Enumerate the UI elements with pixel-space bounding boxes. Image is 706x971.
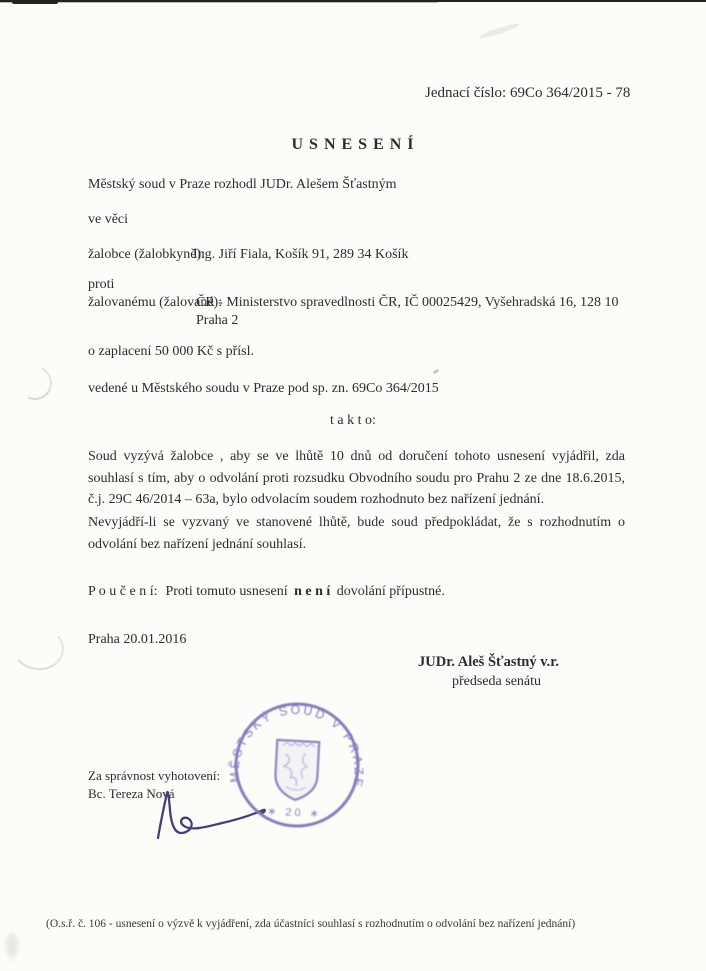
body-paragraph-2: Nevyjádří-li se vyzvaný ve stanovené lhůtě, bude soud předpokládat, že s rozhodnutím o odvolání bez nařízení jednání souhlasí. bbox=[88, 515, 625, 552]
stamp-arc-text: MĚSTSKÝ SOUD V PRAZE bbox=[227, 702, 366, 791]
advisory-label: P o u č e n í: bbox=[88, 584, 158, 599]
case-reference-line: vedené u Městského soudu v Praze pod sp. zn. 69Co 364/2015 bbox=[88, 381, 439, 396]
in-matter-line: ve věci bbox=[88, 212, 129, 227]
intro-line: Městský soud v Praze rozhodl JUDr. Alešem Šťastným bbox=[88, 177, 397, 192]
footer-note: (O.s.ř. č. 106 - usnesení o výzvě k vyjádření, zda účastníci souhlasí s rozhodnutím o odvolání bez nařízení jednání) bbox=[46, 918, 576, 930]
claim-line: o zaplacení 50 000 Kč s přísl. bbox=[88, 344, 255, 359]
defendant-value-line1: ČR - Ministerstvo spravedlnosti ČR, IČ 00025429, Vyšehradská 16, 128 10 bbox=[196, 295, 619, 310]
scan-smudge bbox=[13, 361, 57, 405]
scan-speck bbox=[433, 369, 440, 375]
scan-edge-artifact bbox=[0, 2, 438, 3]
scan-smudge bbox=[478, 22, 520, 41]
judge-title: předseda senátu bbox=[452, 674, 542, 689]
judge-name: JUDr. Aleš Šťastný v.r. bbox=[418, 654, 560, 670]
takto-heading: t a k t o: bbox=[330, 413, 376, 428]
stamp-shield-icon bbox=[274, 740, 319, 801]
clerk-name: Bc. Tereza Nová bbox=[88, 786, 175, 801]
defendant-label: žalovanému (žalované): bbox=[88, 295, 223, 310]
body-paragraph-1: Soud vyzývá žalobce , aby se ve lhůtě 10 dnů od doručení tohoto usnesení vyjádřil, zda souhlasí s tím, aby o odvolání proti rozsudku Obvodního soudu pro Prahu 2 ze dne 18.6.2015, č.j. 29C 46/2014 – 63a, bylo odvolacím soudem rozhodnuto bez nařízení jednání. bbox=[88, 449, 625, 507]
advisory-text-before: Proti tomuto usnesení bbox=[165, 584, 288, 599]
defendant-value-line2: Praha 2 bbox=[196, 313, 239, 328]
plaintiff-label: žalobce (žalobkyně): bbox=[88, 247, 205, 262]
scan-smudge bbox=[6, 933, 18, 959]
court-stamp bbox=[223, 691, 370, 838]
document-title: U S N E S E N Í bbox=[291, 136, 415, 153]
certification-label: Za správnost vyhotovení: bbox=[88, 768, 221, 783]
place-date-line: Praha 20.01.2016 bbox=[88, 632, 187, 647]
against-line: proti bbox=[88, 277, 115, 292]
stamp-bottom-text: ∗ 20 ∗ bbox=[266, 805, 323, 821]
advisory-emphasis: n e n í bbox=[294, 584, 331, 599]
plaintiff-value: Ing. Jiří Fiala, Košík 91, 289 34 Košík bbox=[193, 247, 409, 262]
advisory-text-after: dovolání přípustné. bbox=[336, 584, 445, 599]
case-number: Jednací číslo: 69Co 364/2015 - 78 bbox=[425, 85, 631, 101]
scan-edge-artifact bbox=[12, 0, 58, 4]
scan-smudge bbox=[9, 623, 67, 674]
advisory-line bbox=[88, 584, 445, 600]
